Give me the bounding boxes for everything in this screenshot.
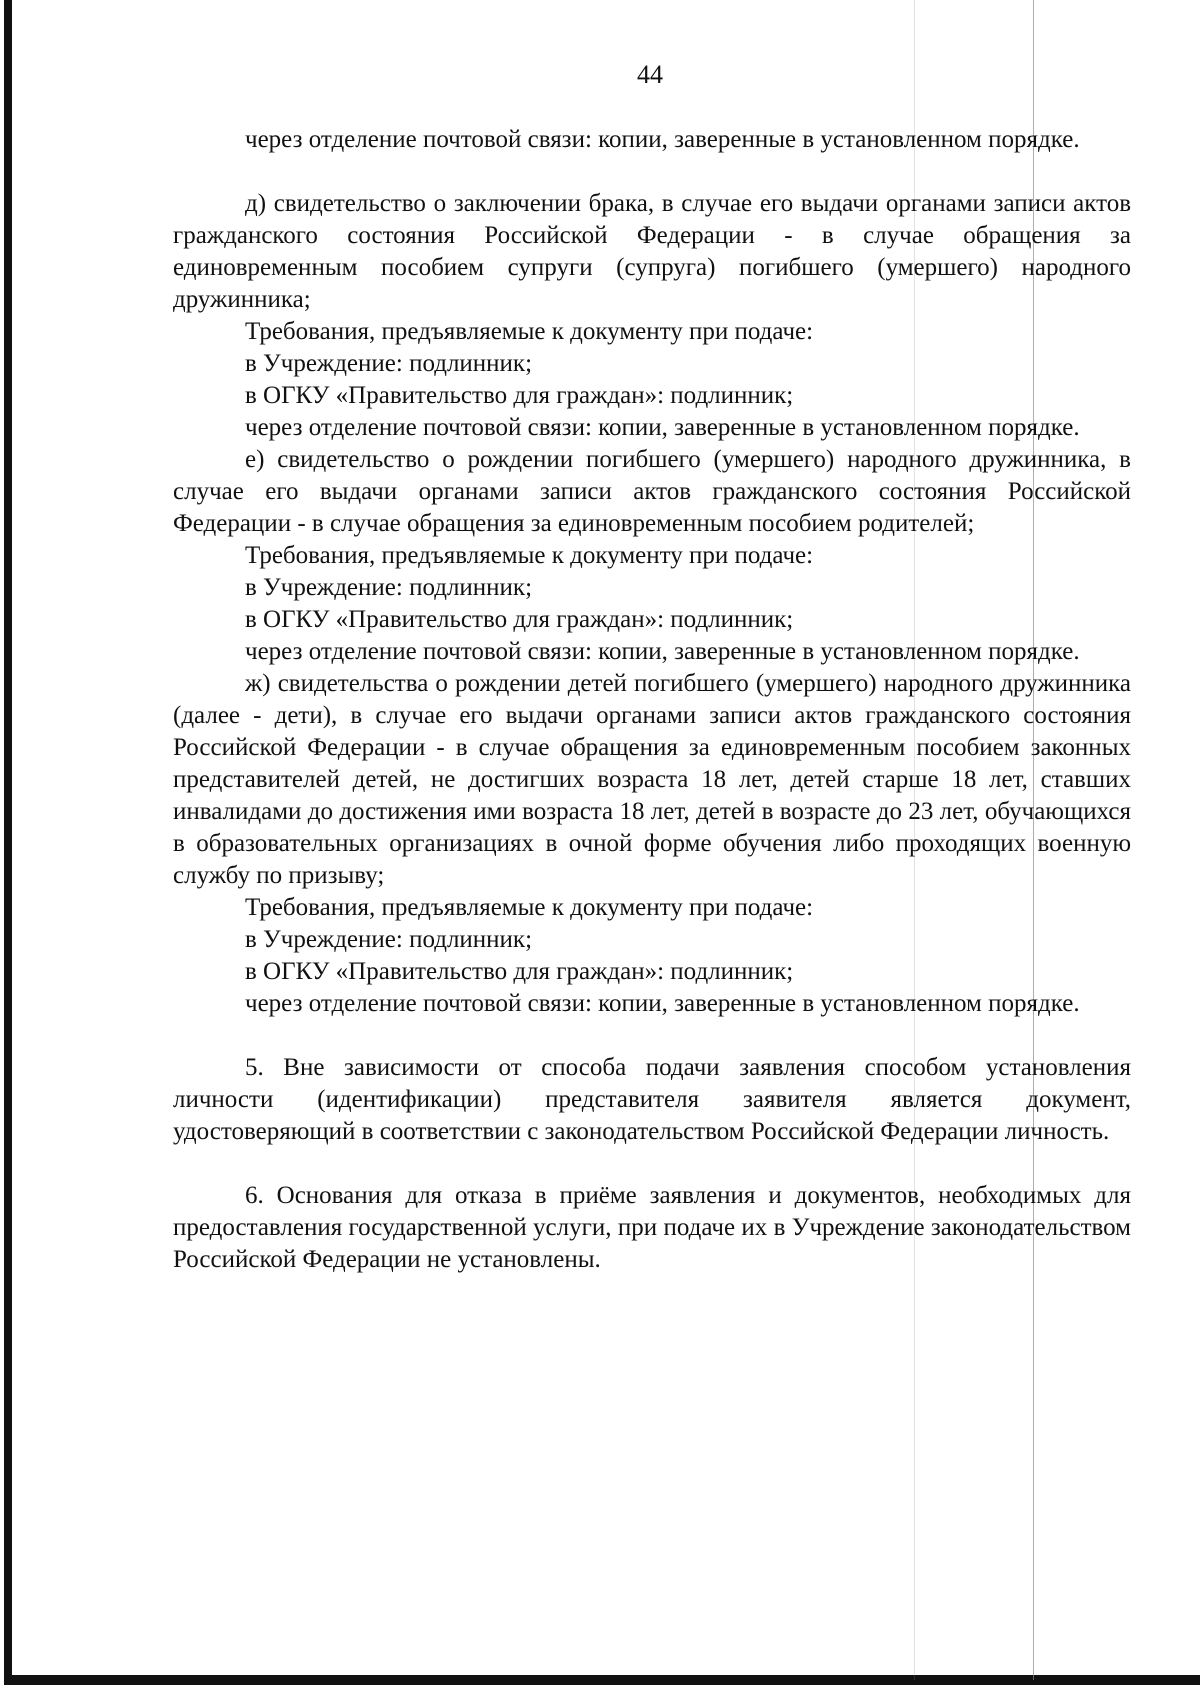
paragraph: в ОГКУ «Правительство для граждан»: подлинник; — [245, 606, 794, 633]
paragraph: через отделение почтовой связи: копии, заверенные в установленном порядке. — [245, 638, 1080, 665]
paragraph: е) свидетельство о рождении погибшего (умершего) народного дружинника, в случае его выдачи органами записи актов гражданского состояния Российской Федерации - в случае обращения за единовременным пособием родителей; — [173, 446, 1131, 537]
paragraph: через отделение почтовой связи: копии, заверенные в установленном порядке. — [245, 414, 1080, 441]
paragraph: в Учреждение: подлинник; — [245, 574, 533, 601]
paragraph: 5. Вне зависимости от способа подачи заявления способом установления личности (идентификации) представителя заявителя является документ, удостоверяющий в соответствии с законодательством Российской Федерации личность. — [173, 1054, 1131, 1145]
paragraph: в Учреждение: подлинник; — [245, 350, 533, 377]
scan-border-bottom — [4, 1675, 1200, 1685]
paragraph: Требования, предъявляемые к документу при подаче: — [245, 894, 814, 921]
scan-border-left — [4, 0, 12, 1685]
paragraph: в ОГКУ «Правительство для граждан»: подлинник; — [245, 382, 794, 409]
document-body — [173, 124, 1131, 1276]
paragraph: д) свидетельство о заключении брака, в случае его выдачи органами записи актов гражданского состояния Российской Федерации - в случае обращения за единовременным пособием супруги (супруга) погибшего (умершего) народного дружинника; — [173, 190, 1131, 313]
paragraph: в ОГКУ «Правительство для граждан»: подлинник; — [245, 958, 794, 985]
paragraph: в Учреждение: подлинник; — [245, 926, 533, 953]
paragraph: ж) свидетельства о рождении детей погибшего (умершего) народного дружинника (далее - дети), в случае его выдачи органами записи актов гражданского состояния Российской Федерации - в случае обращения за единовременным пособием законных представителей детей, не достигших возраста 18 лет, детей старше 18 лет, ставших инвалидами до достижения ими возраста 18 лет, детей в возрасте до 23 лет, обучающихся в образовательных организациях в очной форме обучения либо проходящих военную службу по призыву; — [173, 670, 1131, 889]
paragraph: Требования, предъявляемые к документу при подаче: — [245, 542, 814, 569]
page-number: 44 — [637, 60, 663, 89]
paragraph: через отделение почтовой связи: копии, заверенные в установленном порядке. — [245, 126, 1080, 153]
paragraph: через отделение почтовой связи: копии, заверенные в установленном порядке. — [245, 990, 1080, 1017]
paragraph: 6. Основания для отказа в приёме заявления и документов, необходимых для предоставления государственной услуги, при подаче их в Учреждение законодательством Российской Федерации не установлены. — [173, 1182, 1131, 1273]
paragraph: Требования, предъявляемые к документу при подаче: — [245, 318, 814, 345]
